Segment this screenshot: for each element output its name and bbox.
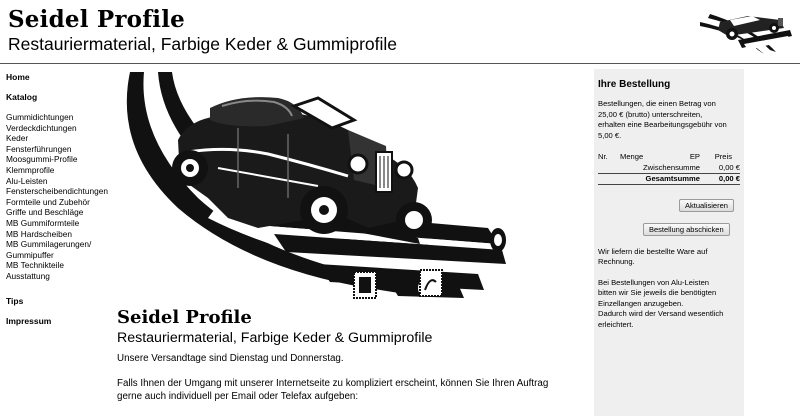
total-label: Gesamtsumme — [598, 173, 700, 185]
order-hint-line-2: gerne auch individuell per Email oder Telefax aufgeben: — [117, 391, 359, 402]
col-menge: Menge — [620, 151, 644, 161]
nav-home[interactable]: Home — [6, 72, 30, 82]
order-fee-note — [598, 99, 744, 141]
header-divider — [0, 63, 800, 64]
shipping-days-text: Unsere Versandtage sind Dienstag und Donnerstag. — [117, 353, 344, 364]
nav-fensterscheibendichtungen[interactable]: Fensterscheibendichtungen — [6, 186, 108, 197]
col-preis: Preis — [714, 151, 732, 161]
nav-tips[interactable]: Tips — [6, 295, 24, 306]
nav-fensterfuehrungen[interactable]: Fensterführungen — [6, 143, 72, 154]
col-ep: EP — [689, 151, 700, 161]
nav-catalog[interactable]: Katalog — [6, 92, 38, 102]
subtotal-row — [598, 162, 740, 173]
alu-info — [598, 278, 744, 330]
nav-ausstattung[interactable]: Ausstattung — [6, 270, 50, 281]
order-fee-note-line: 5,00 €. — [598, 130, 622, 140]
nav-mb-hardscheiben[interactable]: MB Hardscheiben — [6, 228, 72, 239]
nav-formteile-zubehoer[interactable]: Formteile und Zubehör — [6, 196, 90, 207]
nav-moosgummi-profile[interactable]: Moosgummi-Profile — [6, 154, 78, 165]
sidebar-nav — [6, 70, 118, 326]
total-value: 0,00 € — [700, 173, 740, 185]
nav-alu-leisten[interactable]: Alu-Leisten — [6, 175, 48, 186]
col-nr: Nr. — [598, 151, 608, 161]
nav-gummidichtungen[interactable]: Gummidichtungen — [6, 112, 74, 122]
nav-verdeckdichtungen[interactable]: Verdeckdichtungen — [6, 122, 77, 133]
catalog-list — [6, 112, 118, 282]
content-title: Seidel Profile — [117, 307, 252, 328]
site-subtitle: Restauriermaterial, Farbige Keder & Gummiprofile — [8, 34, 398, 54]
order-table — [598, 151, 740, 185]
order-hint-line-1: Falls Ihnen der Umgang mit unserer Internetseite zu kompliziert erscheint, können Sie Ihren Auftrag — [117, 378, 549, 389]
site-title[interactable]: Seidel Profile — [8, 6, 185, 33]
checkout-button[interactable]: Bestellung abschicken — [643, 223, 730, 236]
delivery-info-line: Rechnung. — [598, 257, 635, 267]
nav-mb-technikteile[interactable]: MB Technikteile — [6, 260, 64, 271]
content-subtitle: Restauriermaterial, Farbige Keder & Gummiprofile — [117, 330, 433, 346]
total-row — [598, 173, 740, 185]
alu-info-line: Einzellangen anzugeben. — [598, 298, 684, 308]
alu-info-line: bitten wir Sie jeweils die benötigten — [598, 288, 717, 298]
subtotal-value: 0,00 € — [700, 162, 740, 173]
nav-keder[interactable]: Keder — [6, 133, 29, 144]
nav-mb-gummiformteile[interactable]: MB Gummiformteile — [6, 217, 80, 228]
delivery-info-line: Wir liefern die bestellte Ware auf — [598, 247, 708, 256]
delivery-info — [598, 247, 744, 268]
nav-gummipuffer[interactable]: Gummipuffer — [6, 249, 54, 260]
nav-klemmprofile[interactable]: Klemmprofile — [6, 164, 55, 175]
order-fee-note-line: erhalten eine Bearbeitungsgebühr von — [598, 120, 727, 130]
alu-info-line: erleichtert. — [598, 319, 634, 329]
vintage-car-logo-icon[interactable] — [698, 10, 794, 56]
nav-griffe-beschlaege[interactable]: Griffe und Beschläge — [6, 207, 84, 218]
order-panel-title: Ihre Bestellung — [598, 79, 671, 90]
subtotal-label: Zwischensumme — [598, 162, 700, 173]
site-header — [0, 0, 800, 64]
nav-mb-gummilagerungen[interactable]: MB Gummilagerungen/ — [6, 239, 92, 250]
order-panel — [594, 69, 744, 416]
update-button[interactable]: Aktualisieren — [679, 199, 734, 212]
order-fee-note-line: 25,00 € (brutto) unterschreiten, — [598, 109, 703, 119]
order-fee-note-line: Bestellungen, die einen Betrag von — [598, 99, 716, 108]
alu-info-line: Dadurch wird der Versand wesentlich — [598, 309, 724, 319]
alu-info-line: Bei Bestellungen von Alu-Leisten — [598, 278, 710, 287]
nav-impressum[interactable]: Impressum — [6, 315, 52, 326]
order-table-header — [598, 151, 740, 162]
vintage-convertible-car-illustration — [118, 68, 520, 304]
